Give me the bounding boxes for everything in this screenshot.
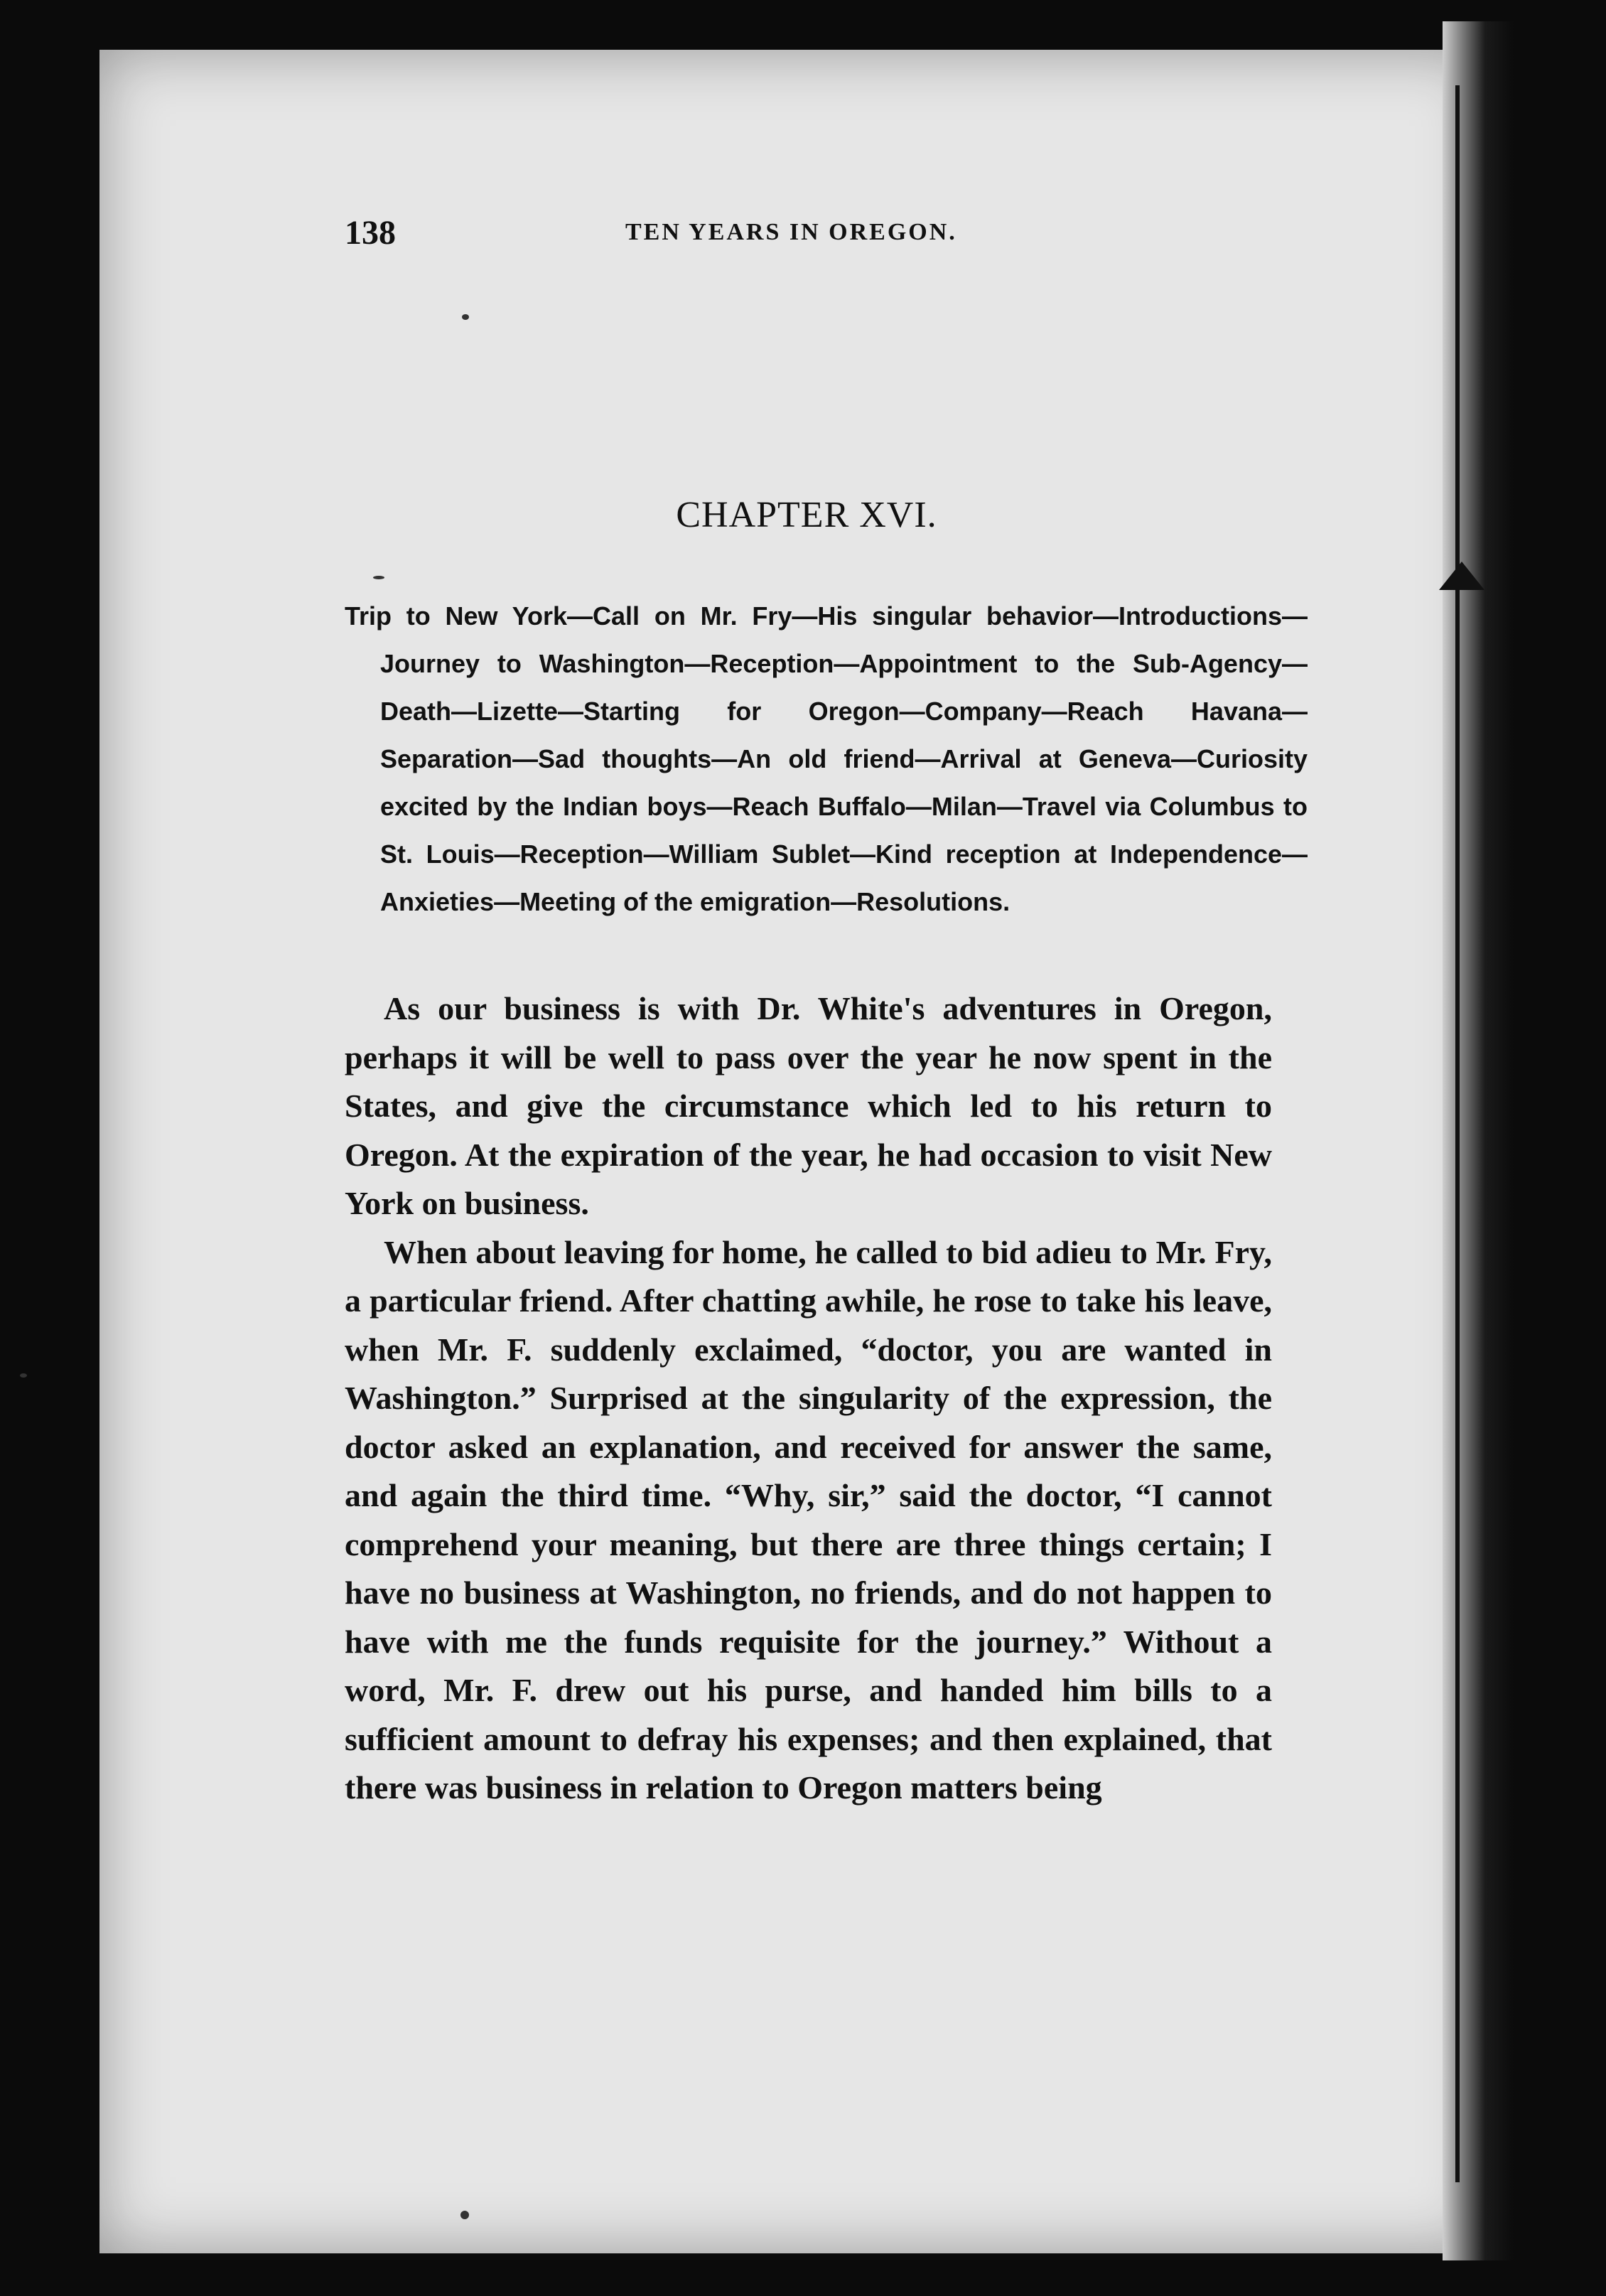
running-head: [345, 213, 1268, 263]
ink-speck: [460, 2211, 469, 2219]
binding-mark: [1439, 562, 1484, 590]
chapter-synopsis: Trip to New York—Call on Mr. Fry—His singular behavior—Introductions—Journey to Washington—Reception—Appointment to the Sub-Agency—Death—Lizette—Starting for Oregon—Company—Reach Havana—Separation—Sad thoughts—An old friend—Arrival at Geneva—Curiosity excited by the Indian boys—Reach Buffalo—Milan—Travel via Columbus to St. Louis—Reception—William Sublet—Kind reception at Independence—Anxieties—Meeting of the emigration—Resolutions.: [345, 601, 1308, 916]
page-gutter-shadow: [1443, 21, 1514, 2260]
ink-speck: [373, 576, 384, 579]
running-title: TEN YEARS IN OREGON.: [625, 219, 957, 245]
ink-speck: [462, 314, 469, 320]
paragraph: As our business is with Dr. White's adventures in Oregon, perhaps it will be well to pass over the year he now spent in the States, and give the circumstance which led to his return to Oregon. At the expiration of the year, he had occasion to visit New York on business.: [345, 990, 1272, 1221]
paragraph: When about leaving for home, he called to bid adieu to Mr. Fry, a particular friend. After chatting awhile, he rose to take his leave, when Mr. F. suddenly exclaimed, “doctor, you are wanted in Washington.” Surprised at the singularity of the expression, the doctor asked an explanation, and received for answer the same, and again the third time. “Why, sir,” said the doctor, “I cannot comprehend your meaning, but there are three things certain; I have no business at Washington, no friends, and do not happen to have with me the funds requisite for the journey.” Without a word, Mr. F. drew out his purse, and handed him bills to a sufficient amount to defray his expenses; and then explained, that there was business in relation to Oregon matters being: [345, 1233, 1272, 1806]
binding-line: [1455, 85, 1460, 2182]
ink-speck: [20, 1373, 27, 1378]
page-number: 138: [345, 214, 396, 252]
chapter-heading: CHAPTER XVI.: [676, 495, 937, 535]
body-text: [345, 985, 1272, 1813]
